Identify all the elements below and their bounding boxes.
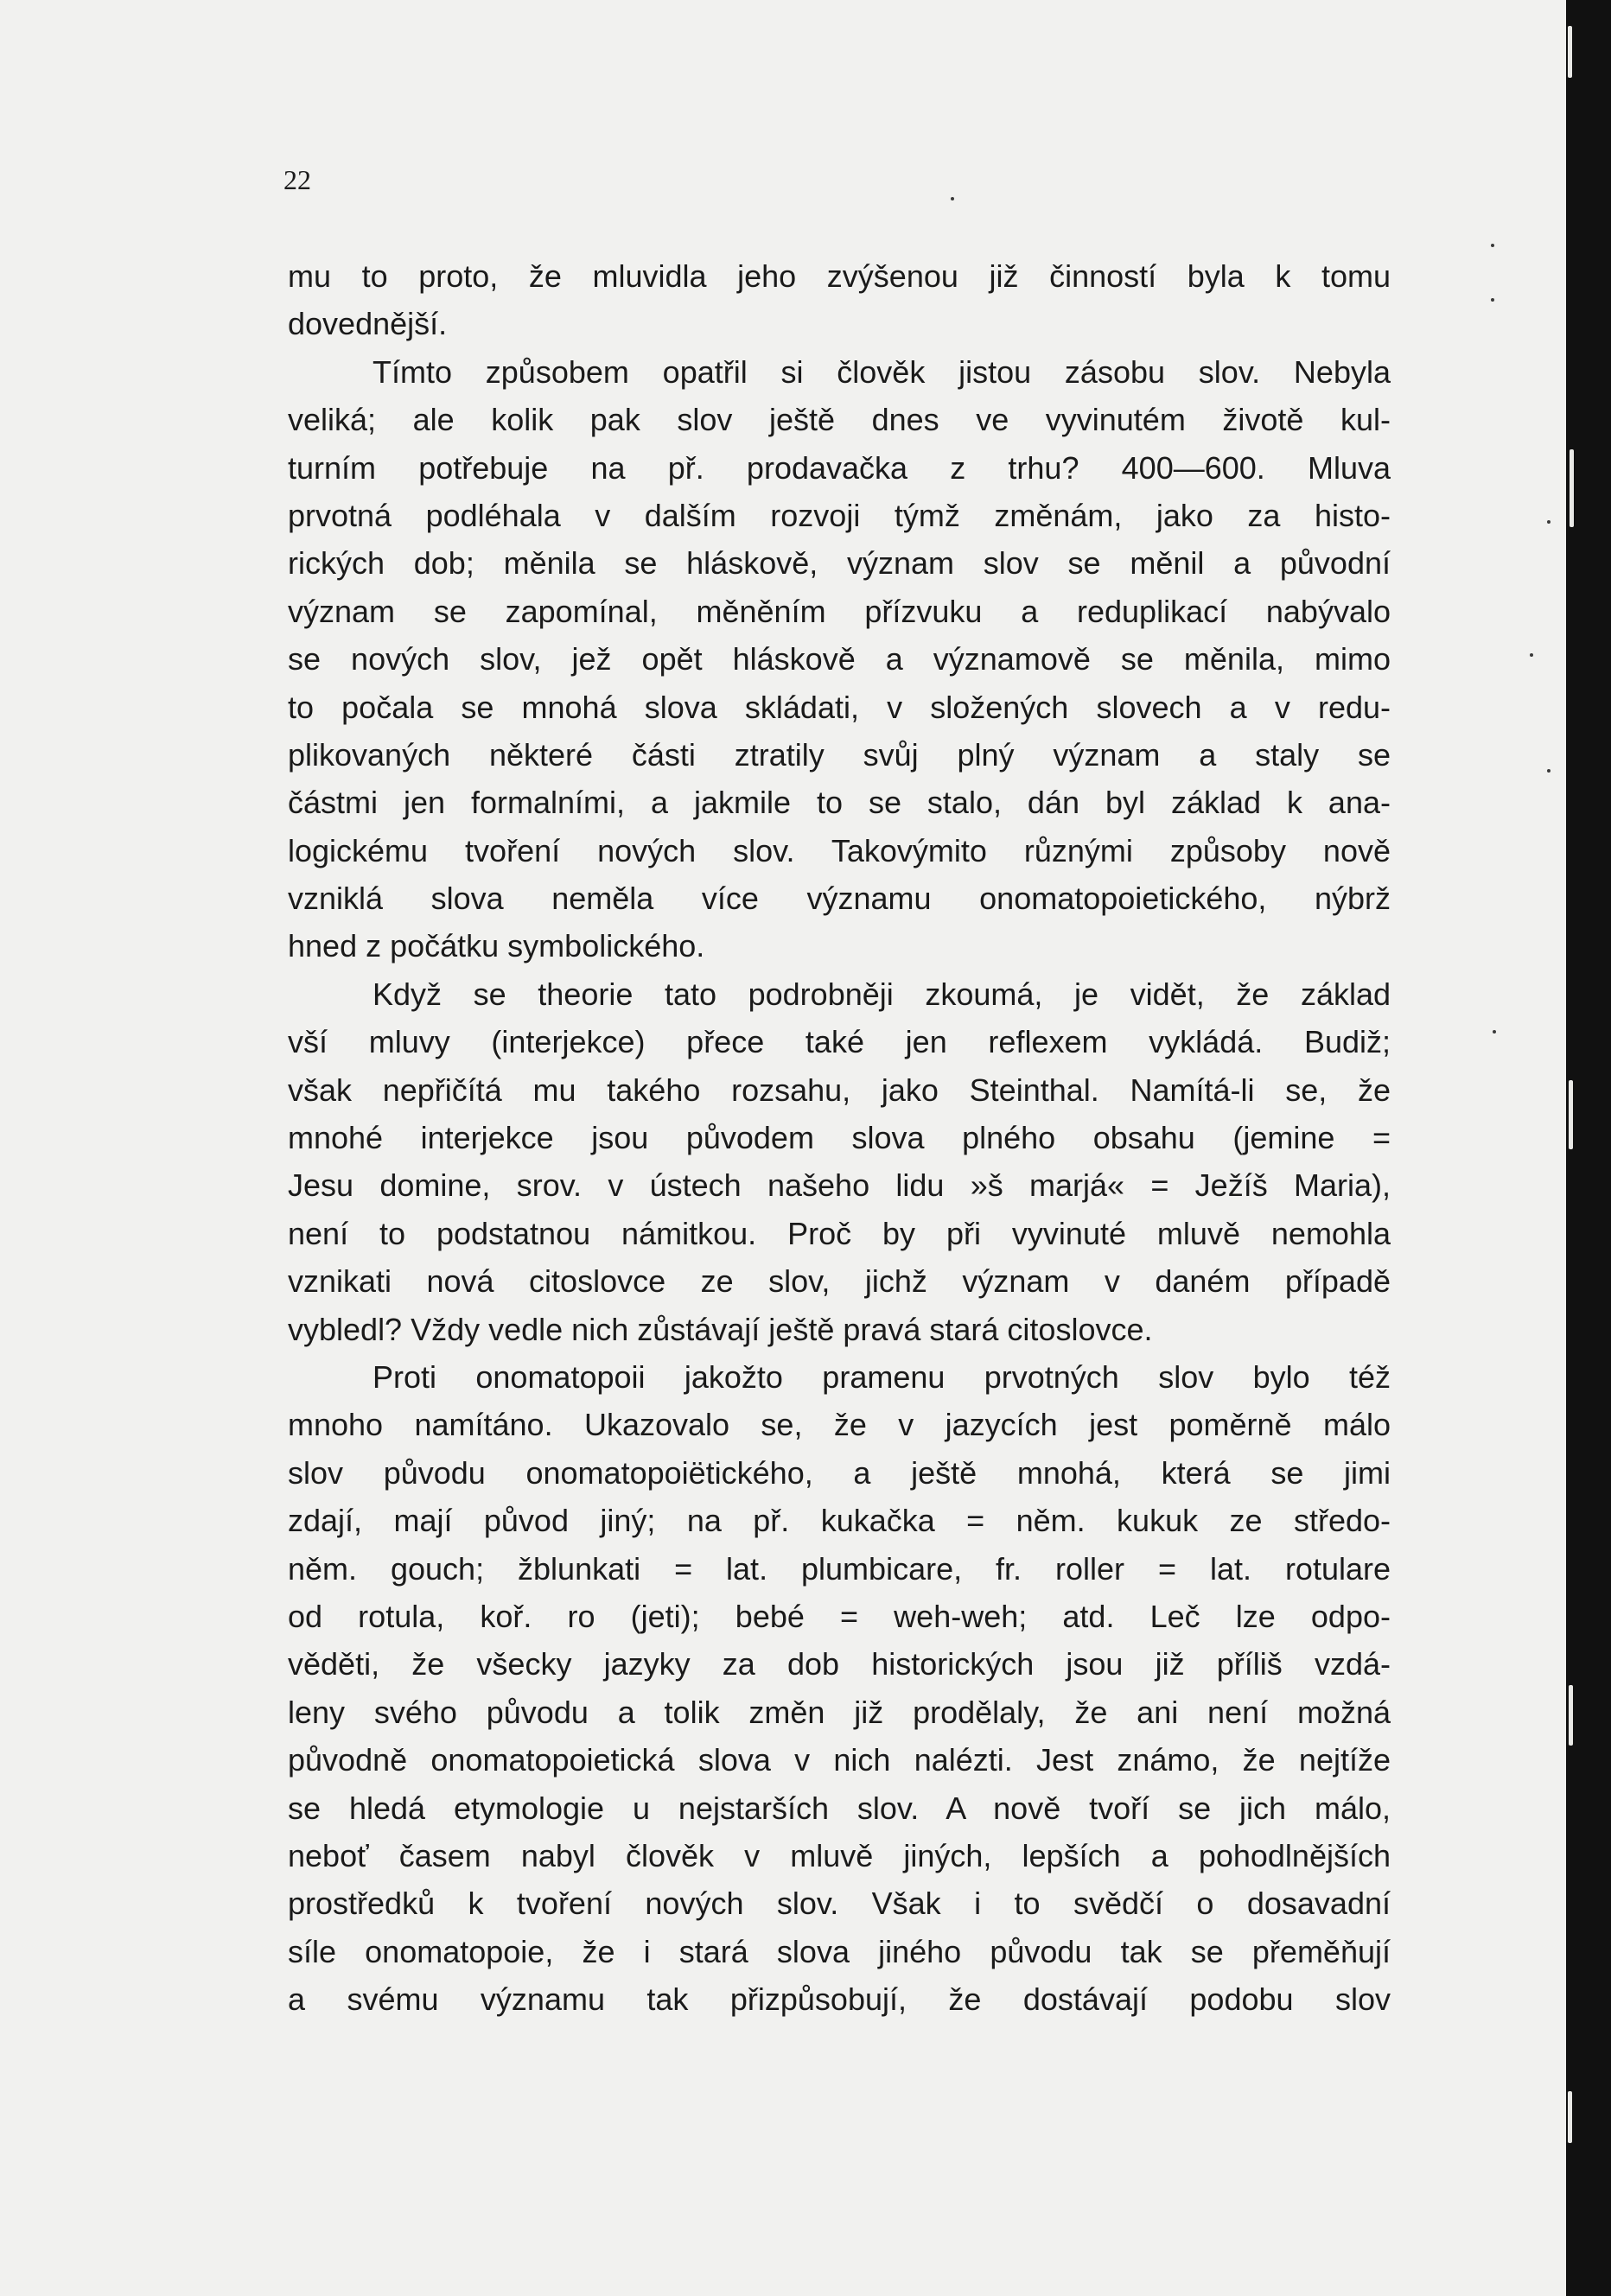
text-line: dovednější.	[288, 306, 448, 342]
print-speck	[1530, 653, 1533, 657]
text-line: prvotná podléhala v dalším rozvoji týmž změnám, jako za histo-	[288, 497, 1391, 533]
text-line: to počala se mnohá slova skládati, v složených slovech a v redu-	[288, 689, 1391, 725]
text-line: věděti, že všecky jazyky za dob historických jsou již příliš vzdá-	[288, 1646, 1391, 1682]
text-line: rických dob; měnila se hláskově, význam slov se měnil a původní	[288, 545, 1391, 582]
text-line: logickému tvoření nových slov. Takovýmito různými způsoby nově	[288, 832, 1391, 868]
page-edge-mark	[1568, 26, 1572, 78]
text-line: leny svého původu a tolik změn již prodělaly, že ani není možná	[288, 1694, 1391, 1730]
text-line: Když se theorie tato podrobněji zkoumá, je vidět, že základ	[373, 976, 1391, 1012]
print-speck	[1547, 769, 1551, 773]
text-line: není to podstatnou námitkou. Proč by při vyvinuté mluvě nemohla	[288, 1215, 1391, 1251]
text-line: Tímto způsobem opatřil si člověk jistou zásobu slov. Nebyla	[373, 353, 1391, 390]
text-line: vznikati nová citoslovce ze slov, jichž význam v daném případě	[288, 1263, 1391, 1300]
print-speck	[1491, 244, 1494, 247]
text-line: turním potřebuje na př. prodavačka z trhu? 400—600. Mluva	[288, 449, 1391, 486]
text-line: síle onomatopoie, že i stará slova jiného původu tak se přeměňují	[288, 1933, 1391, 1969]
text-line: mnoho namítáno. Ukazovalo se, že v jazycích jest poměrně málo	[288, 1407, 1391, 1443]
text-line: od rotula, koř. ro (jeti); bebé = weh-weh; atd. Leč lze odpo-	[288, 1598, 1391, 1634]
text-line: vzniklá slova neměla více významu onomatopoietického, nýbrž	[288, 881, 1391, 917]
page-edge-mark	[1568, 2091, 1572, 2143]
print-speck	[1493, 1030, 1496, 1034]
text-line: prostředků k tvoření nových slov. Však i to svědčí o dosavadní	[288, 1886, 1391, 1922]
text-line: vší mluvy (interjekce) přece také jen reflexem vykládá. Budiž;	[288, 1024, 1391, 1060]
scan-border	[1566, 0, 1611, 2296]
text-line: se hledá etymologie u nejstarších slov. A nově tvoří se jich málo,	[288, 1790, 1391, 1826]
text-line: Jesu domine, srov. v ústech našeho lidu »š marjá« = Ježíš Maria),	[288, 1167, 1391, 1204]
page-edge-mark	[1569, 1080, 1573, 1149]
page-edge-mark	[1569, 1685, 1573, 1746]
text-line: vybledl? Vždy vedle nich zůstávají ještě pravá stará citoslovce.	[288, 1311, 1153, 1347]
text-line: Proti onomatopoii jakožto pramenu prvotných slov bylo též	[373, 1358, 1391, 1395]
print-speck	[1547, 520, 1551, 524]
text-line: něm. gouch; žblunkati = lat. plumbicare, fr. roller = lat. rotulare	[288, 1550, 1391, 1587]
text-line: mu to proto, že mluvidla jeho zvýšenou již činností byla k tomu	[288, 258, 1391, 294]
text-line: plikovaných některé části ztratily svůj plný význam a staly se	[288, 736, 1391, 773]
text-line: částmi jen formalními, a jakmile to se stalo, dán byl základ k ana-	[288, 785, 1391, 821]
text-line: původně onomatopoietická slova v nich nalézti. Jest známo, že nejtíže	[288, 1742, 1391, 1778]
body-text	[288, 252, 1391, 2023]
text-line: slov původu onomatopoiëtického, a ještě mnohá, která se jimi	[288, 1454, 1391, 1491]
page-edge-mark	[1570, 449, 1574, 527]
text-line: hned z počátku symbolického.	[288, 928, 705, 964]
text-line: mnohé interjekce jsou původem slova plného obsahu (jemine =	[288, 1120, 1391, 1156]
page-number: 22	[283, 164, 311, 195]
text-line: však nepřičítá mu takého rozsahu, jako Steinthal. Namítá-li se, že	[288, 1072, 1391, 1108]
text-line: a svému významu tak přizpůsobují, že dostávají podobu slov	[288, 1981, 1391, 2018]
text-line: zdají, mají původ jiný; na př. kukačka = něm. kukuk ze středo-	[288, 1503, 1391, 1539]
text-line: neboť časem nabyl člověk v mluvě jiných, lepších a pohodlnějších	[288, 1837, 1391, 1873]
print-speck	[1491, 298, 1494, 302]
text-line: význam se zapomínal, měněním přízvuku a reduplikací nabývalo	[288, 593, 1391, 629]
print-speck	[951, 197, 954, 200]
text-line: se nových slov, jež opět hláskově a významově se měnila, mimo	[288, 641, 1391, 677]
text-line: veliká; ale kolik pak slov ještě dnes ve vyvinutém životě kul-	[288, 402, 1391, 438]
